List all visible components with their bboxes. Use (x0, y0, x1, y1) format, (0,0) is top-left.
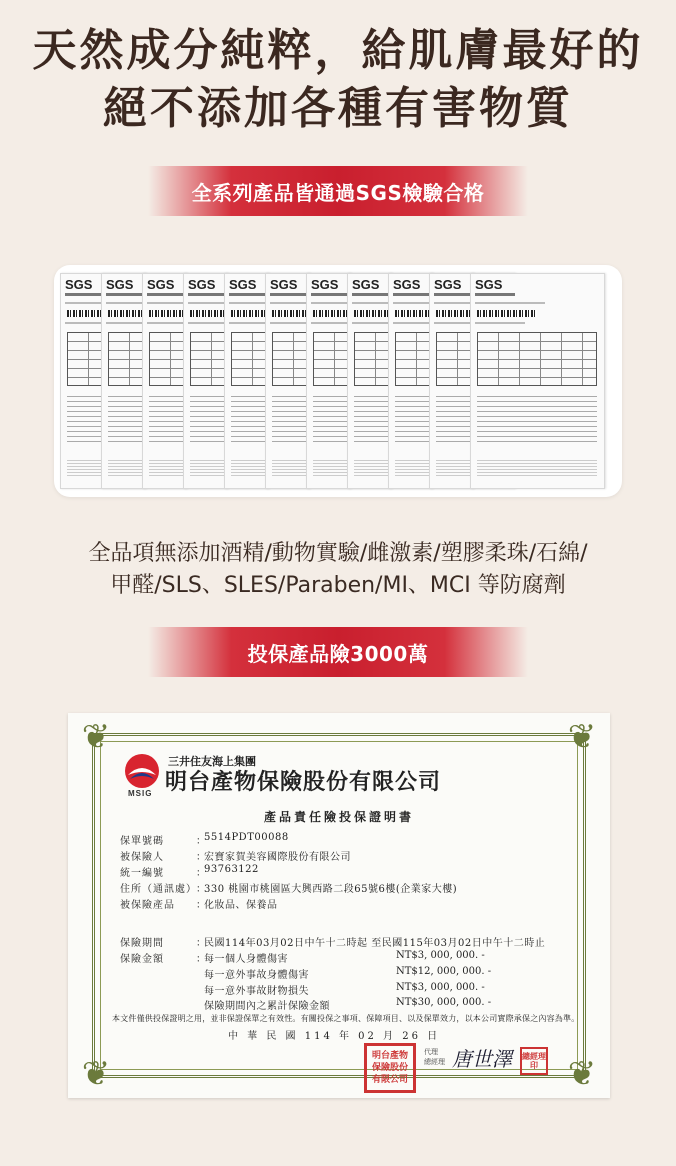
sgs-logo: SGS (229, 277, 257, 292)
ornament-icon: ❦ (567, 1054, 597, 1094)
field-label: 保險金額 (120, 954, 164, 965)
sgs-logo: SGS (434, 277, 462, 292)
sgs-logo: SGS (393, 277, 421, 292)
field-label: 保單號碼 (120, 836, 164, 847)
headline-line-2: 絕不添加各種有害物質 (103, 83, 573, 134)
field-label: 住所（通訊處） (120, 884, 197, 895)
sgs-logo: SGS (352, 277, 380, 292)
disclaimer-note: 本文件僅供投保證明之用，並非保證保單之有效性。有關投保之事項、保障項目、以及保單效力，以本公司實際承保之內容為準。 (112, 1014, 580, 1023)
company-name: 明台產物保險股份有限公司 (165, 770, 442, 795)
amount-value: NT$3, 000, 000. - (396, 982, 485, 993)
amount-value: NT$3, 000, 000. - (396, 950, 485, 961)
sgs-report-sheet (470, 273, 605, 489)
sgs-ribbon: 全系列產品皆通過SGS檢驗合格 (148, 166, 528, 216)
insurance-ribbon: 投保產品險3000萬 (148, 627, 528, 677)
sgs-report-panel (54, 265, 622, 497)
sgs-logo: SGS (106, 277, 134, 292)
sgs-logo: SGS (147, 277, 175, 292)
insurance-certificate: ❦ ❦ ❦ ❦ MSIG 三井住友海上集團 明台產物保險股份有限公司 產品責任險投保證明書 保單號碼 ： 5514PDT00088 被保險人 ： 宏寶家賀美容國際股份有限公司 統一編號 ： 93763122 住所（通訊處） ： 330 桃園市桃園區大興西路二段65號6樓(企業家大樓) 被保險產品 ： 化妝品、保養品 保險期間 ： 民國114年03月02日中午十二時起 至民國115年03月02日中午十二時止 保險金額 ： 每一個人身體傷害 NT$3, 000, 000. - 每一意外事故身體傷害 NT$12, 000, 000. - 每一意外事故財物損失 NT$3, 000, 000. - 保險期間內之累計保險金額 NT$30, 000, 000. - 本文件僅供投保證明之用，並非保證保單之有效性。有關投保之事項、保障項目、以及保單效力，以本公司實際承保之內容為準。 中 華 民 國 114 年 02 月 26 日 明台產物保險股份有限公司 代理 總經理 唐世澤 總經理印 (68, 713, 610, 1098)
field-label: 統一編號 (120, 868, 164, 879)
insured-name: 宏寶家賀美容國際股份有限公司 (204, 852, 351, 863)
sgs-logo: SGS (270, 277, 298, 292)
amount-item: 每一意外事故身體傷害 (204, 970, 309, 981)
amount-value: NT$12, 000, 000. - (396, 966, 492, 977)
msig-logo-text: MSIG (128, 789, 153, 798)
tax-id: 93763122 (204, 864, 259, 875)
ornament-icon: ❦ (81, 1054, 111, 1094)
company-seal: 明台產物保險股份有限公司 (364, 1043, 416, 1093)
msig-logo-icon (122, 751, 162, 791)
ornament-icon: ❦ (81, 717, 111, 757)
amount-value: NT$30, 000, 000. - (396, 997, 492, 1008)
policy-number: 5514PDT00088 (204, 832, 289, 843)
document-title: 產品責任險投保證明書 (263, 810, 414, 824)
sgs-logo: SGS (188, 277, 216, 292)
group-name: 三井住友海上集團 (168, 755, 256, 768)
policy-period: 民國114年03月02日中午十二時起 至民國115年03月02日中午十二時止 (204, 938, 546, 949)
rep-label: 代理 總經理 (424, 1048, 445, 1066)
field-label: 被保險人 (120, 852, 164, 863)
field-label: 保險期間 (120, 938, 164, 949)
headline-line-1: 天然成分純粹，給肌膚最好的 (32, 25, 644, 76)
amount-item: 每一個人身體傷害 (204, 954, 288, 965)
sgs-logo: SGS (475, 277, 503, 292)
issue-date: 中 華 民 國 114 年 02 月 26 日 (228, 1031, 441, 1042)
amount-item: 每一意外事故財物損失 (204, 986, 309, 997)
sgs-logo: SGS (311, 277, 339, 292)
ornament-icon: ❦ (567, 717, 597, 757)
amount-item: 保險期間內之累計保險金額 (204, 1001, 330, 1012)
signature: 唐世澤 (452, 1047, 512, 1071)
insured-products: 化妝品、保養品 (204, 900, 278, 911)
claims-line-2: 甲醛/SLS、SLES/Paraben/MI、MCI 等防腐劑 (110, 573, 566, 598)
personal-seal: 總經理印 (520, 1047, 548, 1075)
claims-line-1: 全品項無添加酒精/動物實驗/雌激素/塑膠柔珠/石綿/ (88, 541, 588, 566)
field-label: 被保險產品 (120, 900, 175, 911)
address: 330 桃園市桃園區大興西路二段65號6樓(企業家大樓) (204, 884, 458, 895)
sgs-logo: SGS (65, 277, 93, 292)
